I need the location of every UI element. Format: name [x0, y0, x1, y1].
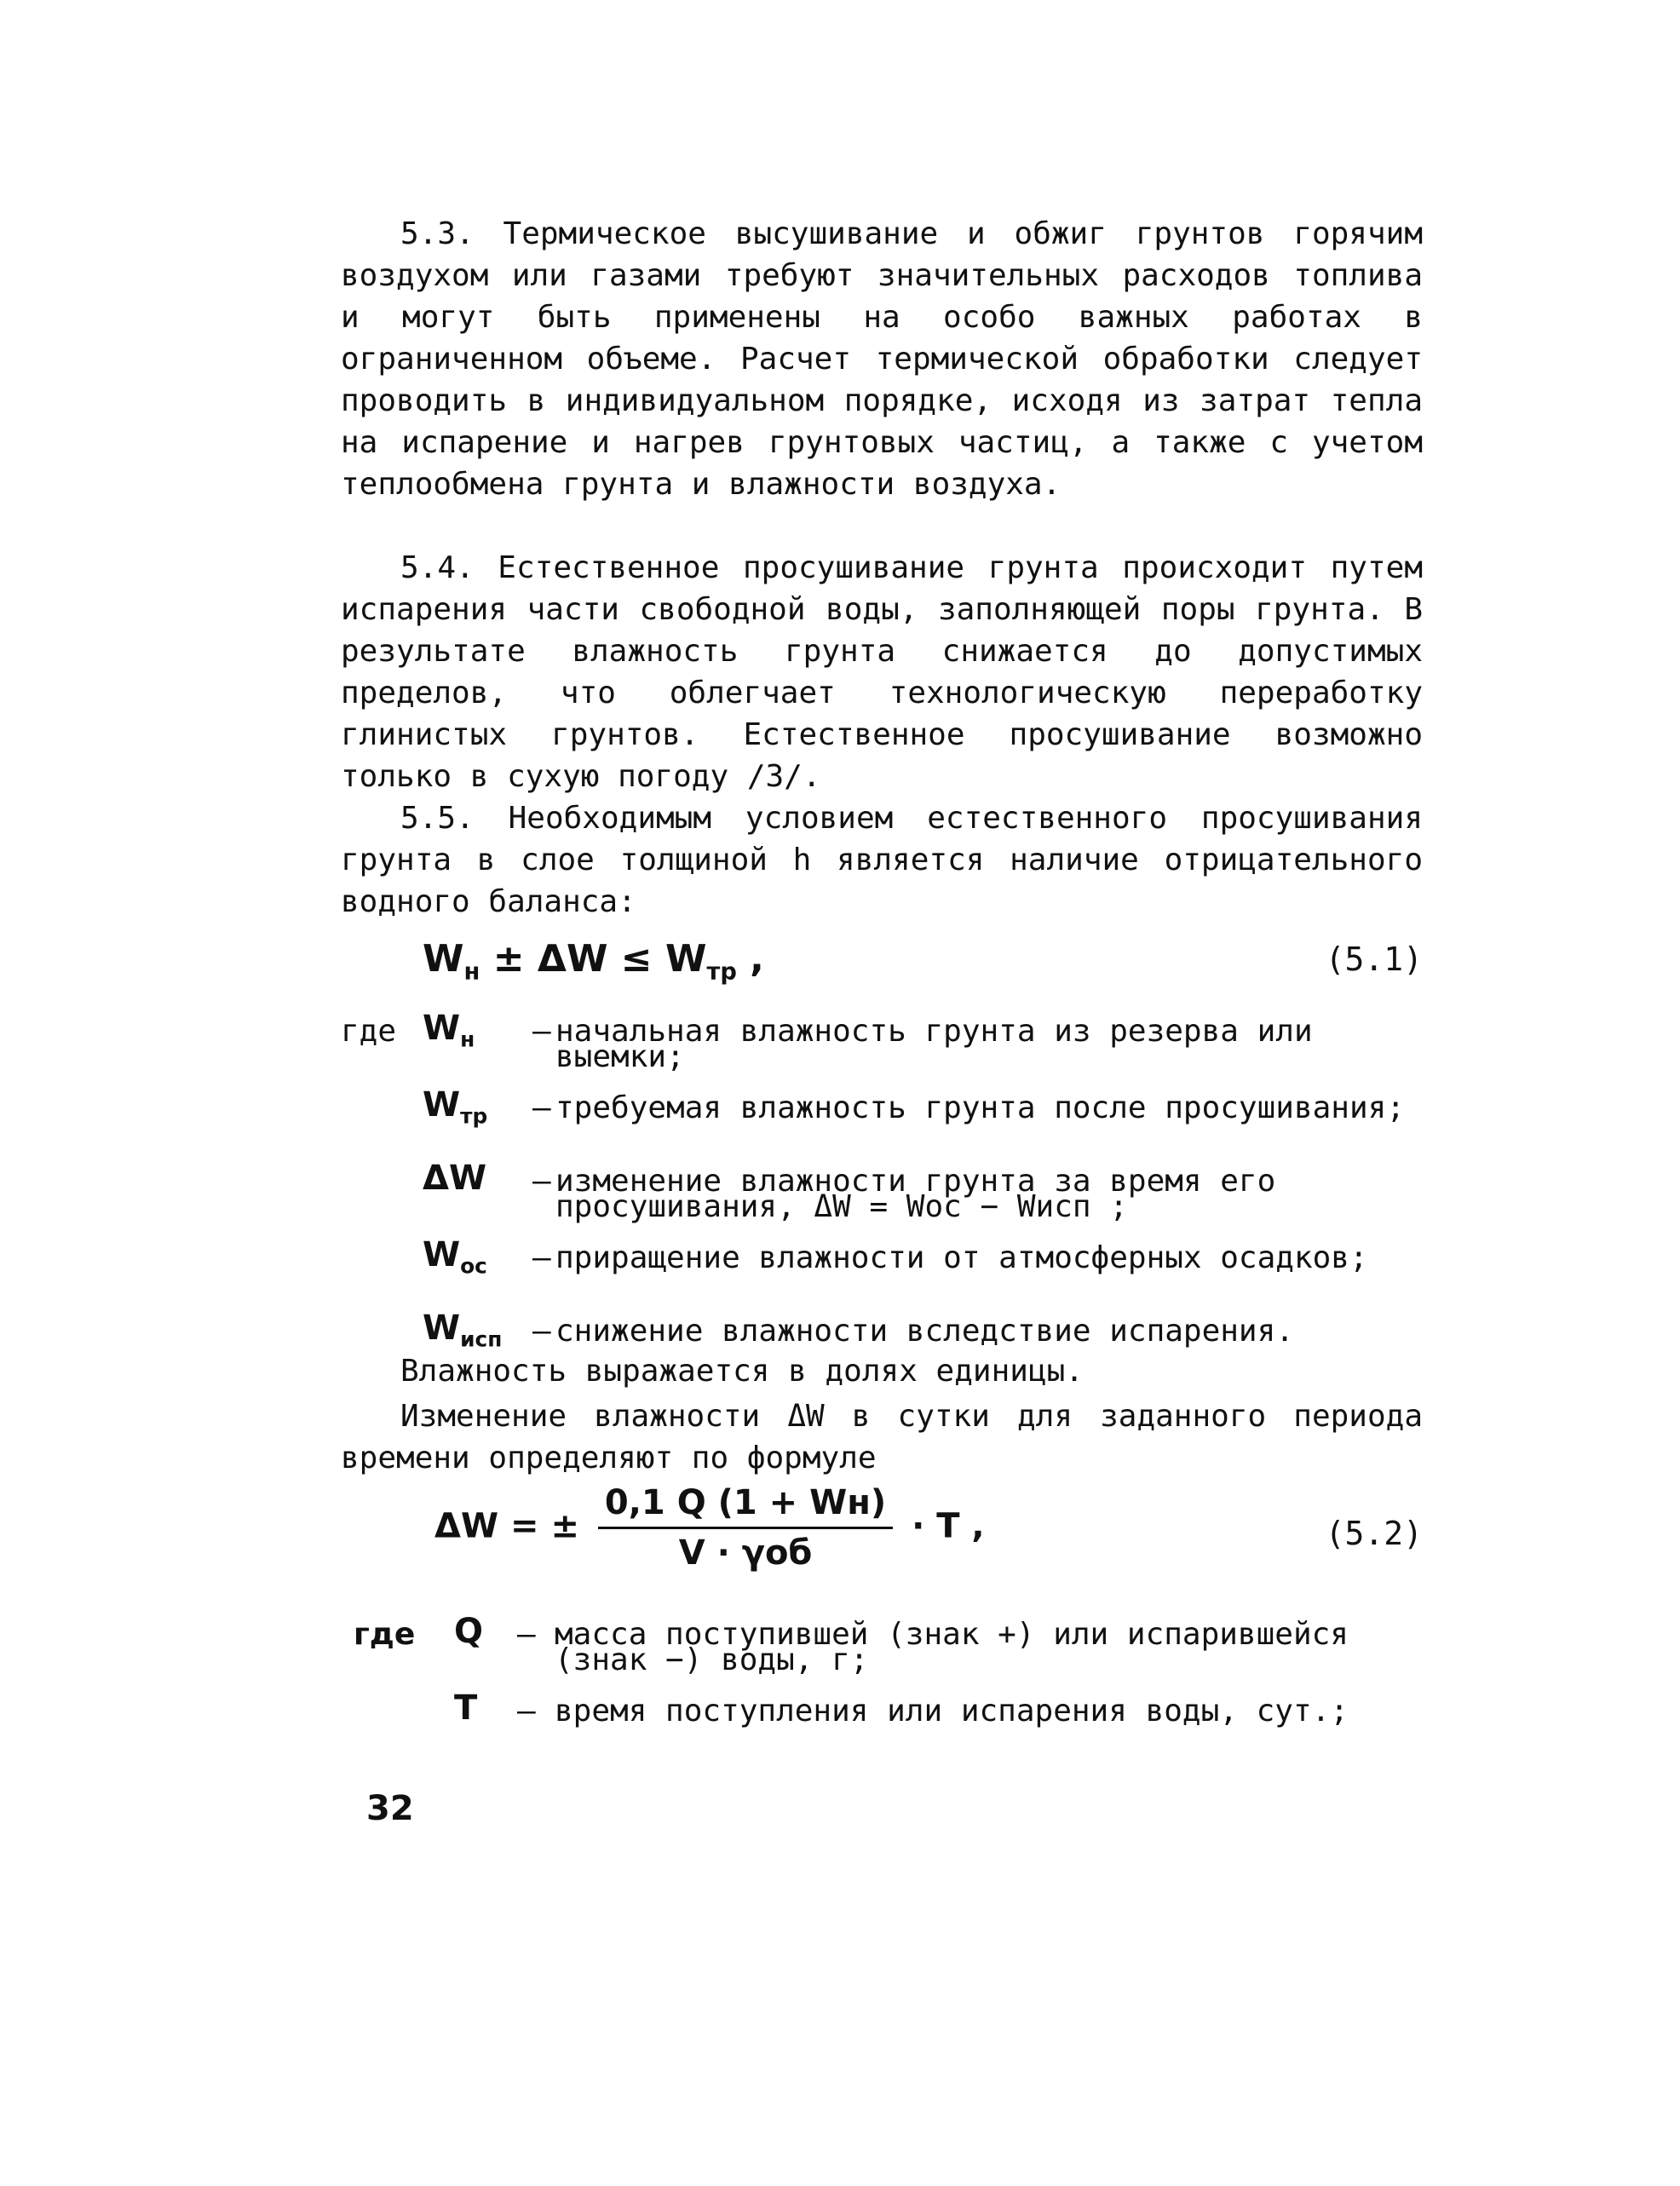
- eq1-w-subscript: н: [463, 958, 480, 986]
- definition-symbol: T: [454, 1688, 478, 1728]
- eq2-numerator: 0,1 Q (1 + Wн): [598, 1482, 893, 1529]
- units-note: Влажность выражается в долях единицы.: [400, 1354, 1084, 1389]
- definition-item: $W_{ос}$ – приращение влажности от атмосферных осадков;: [423, 1235, 1368, 1279]
- where-label: где: [341, 1014, 397, 1049]
- eq2-denominator: V · γоб: [678, 1533, 813, 1573]
- definition-text: время поступления или испарения воды, сут.;: [555, 1694, 1349, 1729]
- equation-5-2-number: (5.2): [1325, 1515, 1423, 1552]
- definition-text: снижение влажности вследствие испарения.: [555, 1314, 1294, 1349]
- page-number: 32: [366, 1789, 414, 1828]
- eq1-tail: ,: [736, 937, 764, 981]
- equation-5-2: [341, 1482, 1423, 1585]
- paragraph-dw-block: [341, 1395, 1423, 1479]
- equation-5-1-expression: [423, 935, 764, 997]
- definition-symbol: $W_{исп}$: [423, 1309, 503, 1352]
- definition-item: $W_{исп}$ – снижение влажности вследствие испарения.: [423, 1309, 1294, 1352]
- paragraph-5-5: 5.5. Необходимым условием естественного просушивания грунта в слое толщиной h является наличие отрицательного водного баланса:: [341, 801, 1423, 919]
- eq2-fraction: [598, 1482, 893, 1573]
- definition-text: изменение влажности грунта за время его просушивания, ΔW = Wос − Wисп ;: [555, 1164, 1276, 1224]
- definition-text: приращение влажности от атмосферных осадков;: [555, 1240, 1368, 1275]
- definitions-5-2: [354, 1612, 1427, 1769]
- units-note-block: [341, 1350, 1423, 1392]
- equation-5-1: [341, 935, 1423, 987]
- eq1-operator: ± ΔW ≤: [480, 937, 665, 981]
- definition-symbol: Q: [454, 1612, 484, 1651]
- eq1-w-symbol-2: W: [665, 937, 707, 981]
- definition-text: масса поступившей (знак +) или испарившейся (знак −) воды, г;: [555, 1617, 1349, 1677]
- where-label: где: [354, 1617, 416, 1652]
- definition-symbol: ΔW: [423, 1159, 487, 1198]
- definition-symbol: $W_{ос}$: [423, 1235, 487, 1279]
- paragraph-5-3: 5.3. Термическое высушивание и обжиг грунтов горячим воздухом или газами требуют значительных расходов топлива и могут быть применены на особо важных работах в ограниченном объеме. Расчет термической обработки следует проводить в индивидуальном порядке, исходя из затрат тепла на испарение и нагрев грунтовых частиц, а также с учетом теплообмена грунта и влажности воздуха.: [341, 216, 1423, 502]
- definition-item: T – время поступления или испарения воды, сут.;: [454, 1688, 1349, 1729]
- paragraph-5-4-block: [341, 547, 1423, 797]
- eq2-tail: · T ,: [912, 1506, 985, 1546]
- definition-text: начальная влажность грунта из резерва или выемки;: [555, 1014, 1313, 1074]
- eq2-lhs: ΔW = ±: [434, 1506, 579, 1546]
- definition-symbol: $W_н$: [423, 1009, 475, 1052]
- eq1-wtr-subscript: тр: [706, 958, 737, 986]
- definition-text: требуемая влажность грунта после просушивания;: [555, 1090, 1405, 1125]
- equation-5-2-expression: [434, 1482, 985, 1573]
- paragraph-5-3-block: [341, 213, 1423, 505]
- paragraph-5-4: 5.4. Естественное просушивание грунта происходит путем испарения части свободной воды, заполняющей поры грунта. В результате влажность грунта снижается до допустимых пределов, что облегчает технологическую переработку глинистых грунтов. Естественное просушивание возможно только в сухую погоду /3/.: [341, 550, 1423, 794]
- equation-5-1-number: (5.1): [1325, 941, 1423, 978]
- definition-item: $W_{тр}$ – требуемая влажность грунта после просушивания;: [423, 1085, 1405, 1129]
- definition-symbol: $W_{тр}$: [423, 1085, 488, 1129]
- eq1-w-symbol: W: [423, 937, 464, 981]
- paragraph-5-5-block: [341, 797, 1423, 923]
- definition-item: ΔW – изменение влажности грунта за время его просушивания, ΔW = Wос − Wисп ;: [423, 1159, 1276, 1224]
- definitions-5-1: [341, 1009, 1427, 1389]
- paragraph-dw: Изменение влажности ΔW в сутки для заданного периода времени определяют по формуле: [341, 1399, 1423, 1476]
- definition-item: где Q – масса поступившей (знак +) или испарившейся (знак −) воды, г;: [354, 1612, 1349, 1677]
- definition-item: где $W_н$ – начальная влажность грунта из резерва или выемки;: [341, 1009, 1313, 1074]
